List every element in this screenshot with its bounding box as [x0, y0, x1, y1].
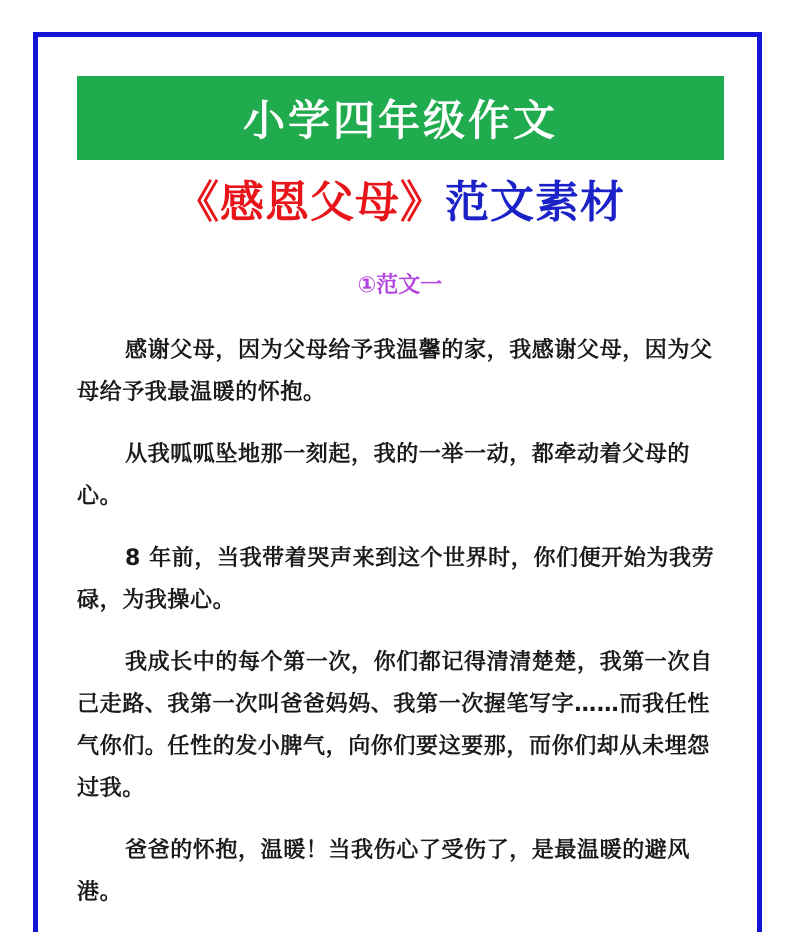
banner-title: 小学四年级作文	[242, 96, 558, 145]
paragraph: 8 年前，当我带着哭声来到这个世界时，你们便开始为我劳碌，为我操心。	[77, 546, 715, 613]
subtitle	[0, 168, 800, 238]
paragraph: 我成长中的每个第一次，你们都记得清清楚楚，我第一次自己走路、我第一次叫爸爸妈妈、我第一次握笔写字……而我任性气你们。任性的发小脾气，向你们要这要那，而你们却从未埋怨过我。	[77, 650, 713, 801]
subtitle-book-title: 《感恩父母》	[175, 177, 445, 228]
paragraph: 感谢父母，因为父母给予我温馨的家，我感谢父母，因为父母给予我最温暖的怀抱。	[77, 338, 713, 405]
title-banner	[77, 76, 724, 160]
paragraph: 从我呱呱坠地那一刻起，我的一举一动，都牵动着父母的心。	[77, 442, 691, 509]
paragraph: 爸爸的怀抱，温暖！当我伤心了受伤了，是最温暖的避风港。	[77, 838, 691, 905]
subtitle-material: 范文素材	[445, 177, 625, 228]
section-label: ①范文一	[357, 273, 443, 298]
essay-body	[77, 330, 725, 934]
